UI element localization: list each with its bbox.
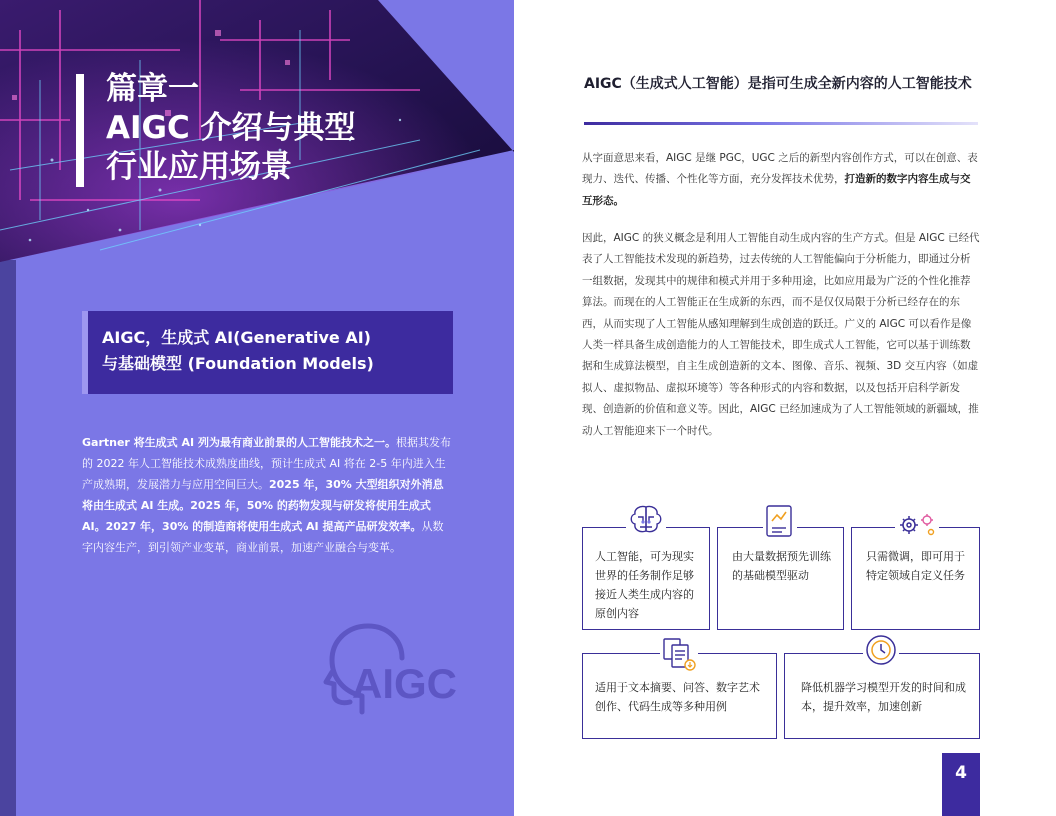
left-edge-strip [0, 260, 16, 816]
feature-card-2-text: 由大量数据预先训练的基础模型驱动 [732, 550, 831, 582]
section-title-line2: 与基础模型 (Foundation Models) [102, 354, 374, 373]
gartner-run-4: 从数字内容生产，到引领产业变革，商业前景，加速产业融合与变革。 [82, 520, 444, 554]
section-title [102, 325, 374, 377]
documents-download-icon [660, 636, 698, 672]
data-document-icon [763, 503, 797, 539]
feature-card-5-text: 降低机器学习模型开发的时间和成本，提升效率，加速创新 [801, 681, 966, 713]
feature-card-1 [582, 527, 710, 630]
feature-card-4-text: 适用于文本摘要、问答、数字艺术创作、代码生成等多种用例 [595, 681, 760, 713]
right-heading: AIGC（生成式人工智能）是指可生成全新内容的人工智能技术 [584, 76, 972, 92]
left-page [0, 0, 514, 816]
chapter-label: 篇章一 [106, 71, 199, 107]
chapter-title-line2: 行业应用场景 [106, 149, 292, 185]
intro-paragraph [582, 148, 980, 212]
gartner-paragraph [82, 432, 454, 558]
page-number-box [942, 753, 980, 816]
heading-rule [584, 122, 978, 125]
chapter-title-line1: AIGC 介绍与典型 [106, 110, 356, 146]
gears-icon [895, 512, 939, 538]
gartner-run-3: 2025 年，30% 大型组织对外消息将由生成式 AI 生成。2025 年，50% 的药物发现与研发将使用生成式 AI。2027 年，30% 的制造商将使用生成式 AI 提高产品研发效率。 [82, 478, 444, 533]
feature-card-3-text: 只需微调，即可用于特定领域自定义任务 [866, 550, 965, 582]
chapter-title [106, 70, 356, 187]
aigc-logo [322, 622, 458, 716]
chapter-accent-bar [76, 74, 84, 187]
page-number: 4 [955, 763, 967, 783]
brain-circuit-icon [626, 503, 666, 537]
feature-card-1-text: 人工智能，可为现实世界的任务制作足够接近人类生成内容的原创内容 [595, 550, 694, 620]
section-box-accent [82, 311, 88, 394]
feature-card-2 [717, 527, 844, 630]
section-title-line1: AIGC，生成式 AI(Generative AI) [102, 328, 371, 347]
gartner-run-2: 根据其发布的 2022 年人工智能技术成熟度曲线，预计生成式 AI 将在 2-5 年内进入生产成熟期，发展潜力与应用空间巨大。 [82, 436, 451, 491]
intro-run-2: 打造新的数字内容生成与交互形态。 [582, 173, 971, 207]
definition-paragraph: 因此，AIGC 的狭义概念是利用人工智能自动生成内容的生产方式。但是 AIGC 已经代表了人工智能技术发现的新趋势，过去传统的人工智能偏向于分析能力，即通过分析一组数据，发现其中的规律和模式并用于多种用途，比如应用最为广泛的个性化推荐算法。而现在的人工智能正在生成新的东西，而不是仅仅局限于分析已经存在的东西，从而实现了人工智能从感知理解到生成创造的跃迁。广义的 AIGC 可以看作是像人类一样具备生成创造能力的人工智能技术，即生成式人工智能，它可以基于训练数据和生成算法模型，自主生成创造新的文本、图像、音乐、视频、3D 交互内容（如虚拟人、虚拟物品、虚拟环境等）等各种形式的内容和数据，以及包括开启科学新发现、创造新的价值和意义等。因此，AIGC 已经加速成为了人工智能领域的新疆域，推动人工智能迎来下一个时代。 [582, 232, 980, 437]
gartner-run-1: Gartner 将生成式 AI 列为最有商业前景的人工智能技术之一。 [82, 436, 396, 449]
aigc-logo-text: AIGC [352, 660, 457, 707]
intro-run-1: 从字面意思来看，AIGC 是继 PGC，UGC 之后的新型内容创作方式，可以在创意、表现力、迭代、传播、个性化等方面，充分发挥技术优势， [582, 152, 978, 186]
clock-efficiency-icon [863, 632, 899, 668]
feature-card-3 [851, 527, 980, 630]
